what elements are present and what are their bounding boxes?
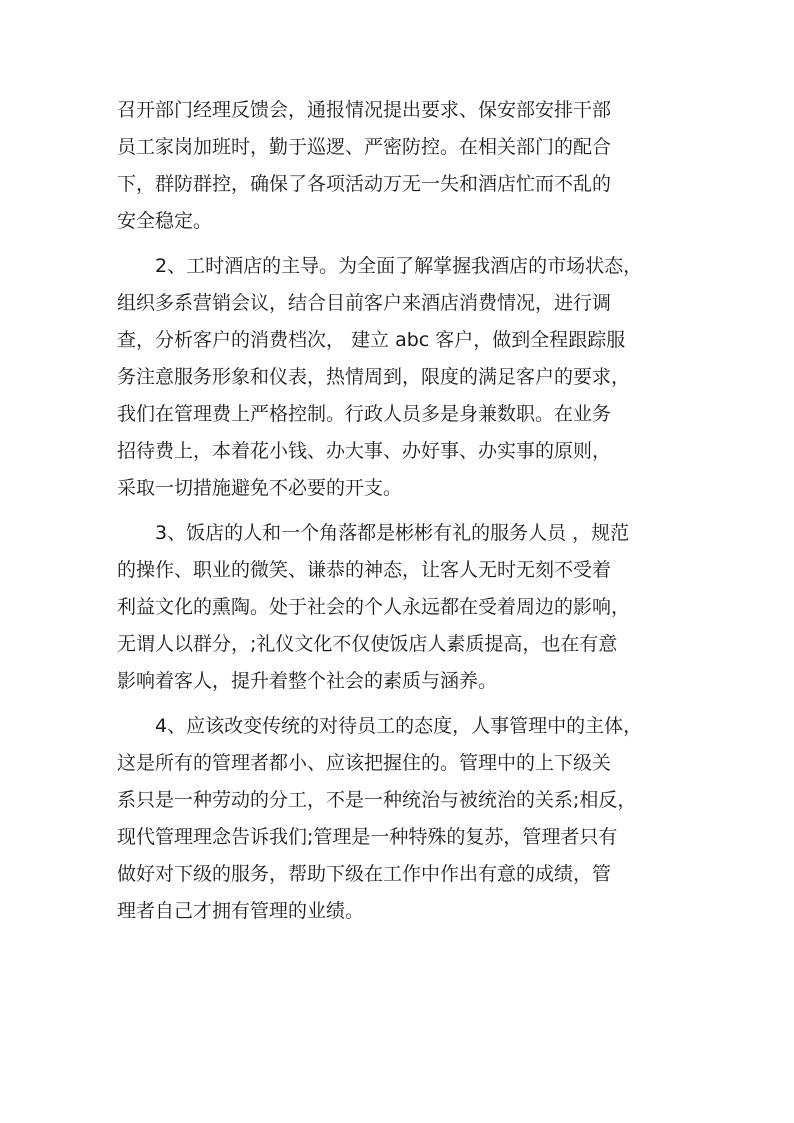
paragraph-3 bbox=[117, 515, 677, 700]
text-line: 3、饭店的人和一个角落都是彬彬有礼的服务人员 ，规范 bbox=[155, 522, 630, 544]
text-line: 2、工时酒店的主导。为全面了解掌握我酒店的市场状态， bbox=[155, 255, 643, 277]
text-line: 系只是一种劳动的分工，不是一种统治与被统治的关系;相反， bbox=[117, 789, 637, 811]
text-line: 利益文化的熏陶。处于社会的个人永远都在受着周边的影响， bbox=[117, 596, 631, 618]
text-line: 无谓人以群分，;礼仪文化不仅使饭店人素质提高，也在有意 bbox=[117, 633, 618, 655]
text-line: 员工家岗加班时，勤于巡逻、严密防控。在相关部门的配合 bbox=[117, 136, 612, 158]
text-line: 安全稳定。 bbox=[117, 210, 213, 232]
text-line: 组织多系营销会议，结合目前客户来酒店消费情况，进行调 bbox=[117, 292, 612, 314]
text-line: 查，分析客户的消费档次， 建立 abc 客户，做到全程跟踪服 bbox=[117, 329, 626, 351]
text-line: 现代管理理念告诉我们;管理是一种特殊的复苏，管理者只有 bbox=[117, 826, 618, 848]
text-line: 招待费上，本着花小钱、办大事、办好事、办实事的原则， bbox=[117, 440, 612, 462]
text-line: 下，群防群控，确保了各项活动万无一失和酒店忙而不乱的 bbox=[117, 173, 612, 195]
body-text bbox=[117, 92, 677, 930]
text-line: 务注意服务形象和仪表，热情周到，限度的满足客户的要求， bbox=[117, 366, 631, 388]
text-line: 我们在管理费上严格控制。行政人员多是身兼数职。在业务 bbox=[117, 403, 612, 425]
text-line: 这是所有的管理者都小、应该把握住的。管理中的上下级关 bbox=[117, 752, 612, 774]
text-line: 做好对下级的服务，帮助下级在工作中作出有意的成绩，管 bbox=[117, 863, 612, 885]
text-line: 理者自己才拥有管理的业绩。 bbox=[117, 900, 365, 922]
text-line: 的操作、职业的微笑、谦恭的神态，让客人无时无刻不受着 bbox=[117, 559, 612, 581]
paragraph-2 bbox=[117, 248, 677, 507]
text-line: 召开部门经理反馈会，通报情况提出要求、保安部安排干部 bbox=[117, 99, 612, 121]
text-line: 采取一切措施避免不必要的开支。 bbox=[117, 477, 403, 499]
text-line: 4、应该改变传统的对待员工的态度，人事管理中的主体， bbox=[155, 715, 643, 737]
paragraph-4 bbox=[117, 708, 677, 930]
paragraph-1 bbox=[117, 92, 677, 240]
text-line: 影响着客人，提升着整个社会的素质与涵养。 bbox=[117, 670, 498, 692]
